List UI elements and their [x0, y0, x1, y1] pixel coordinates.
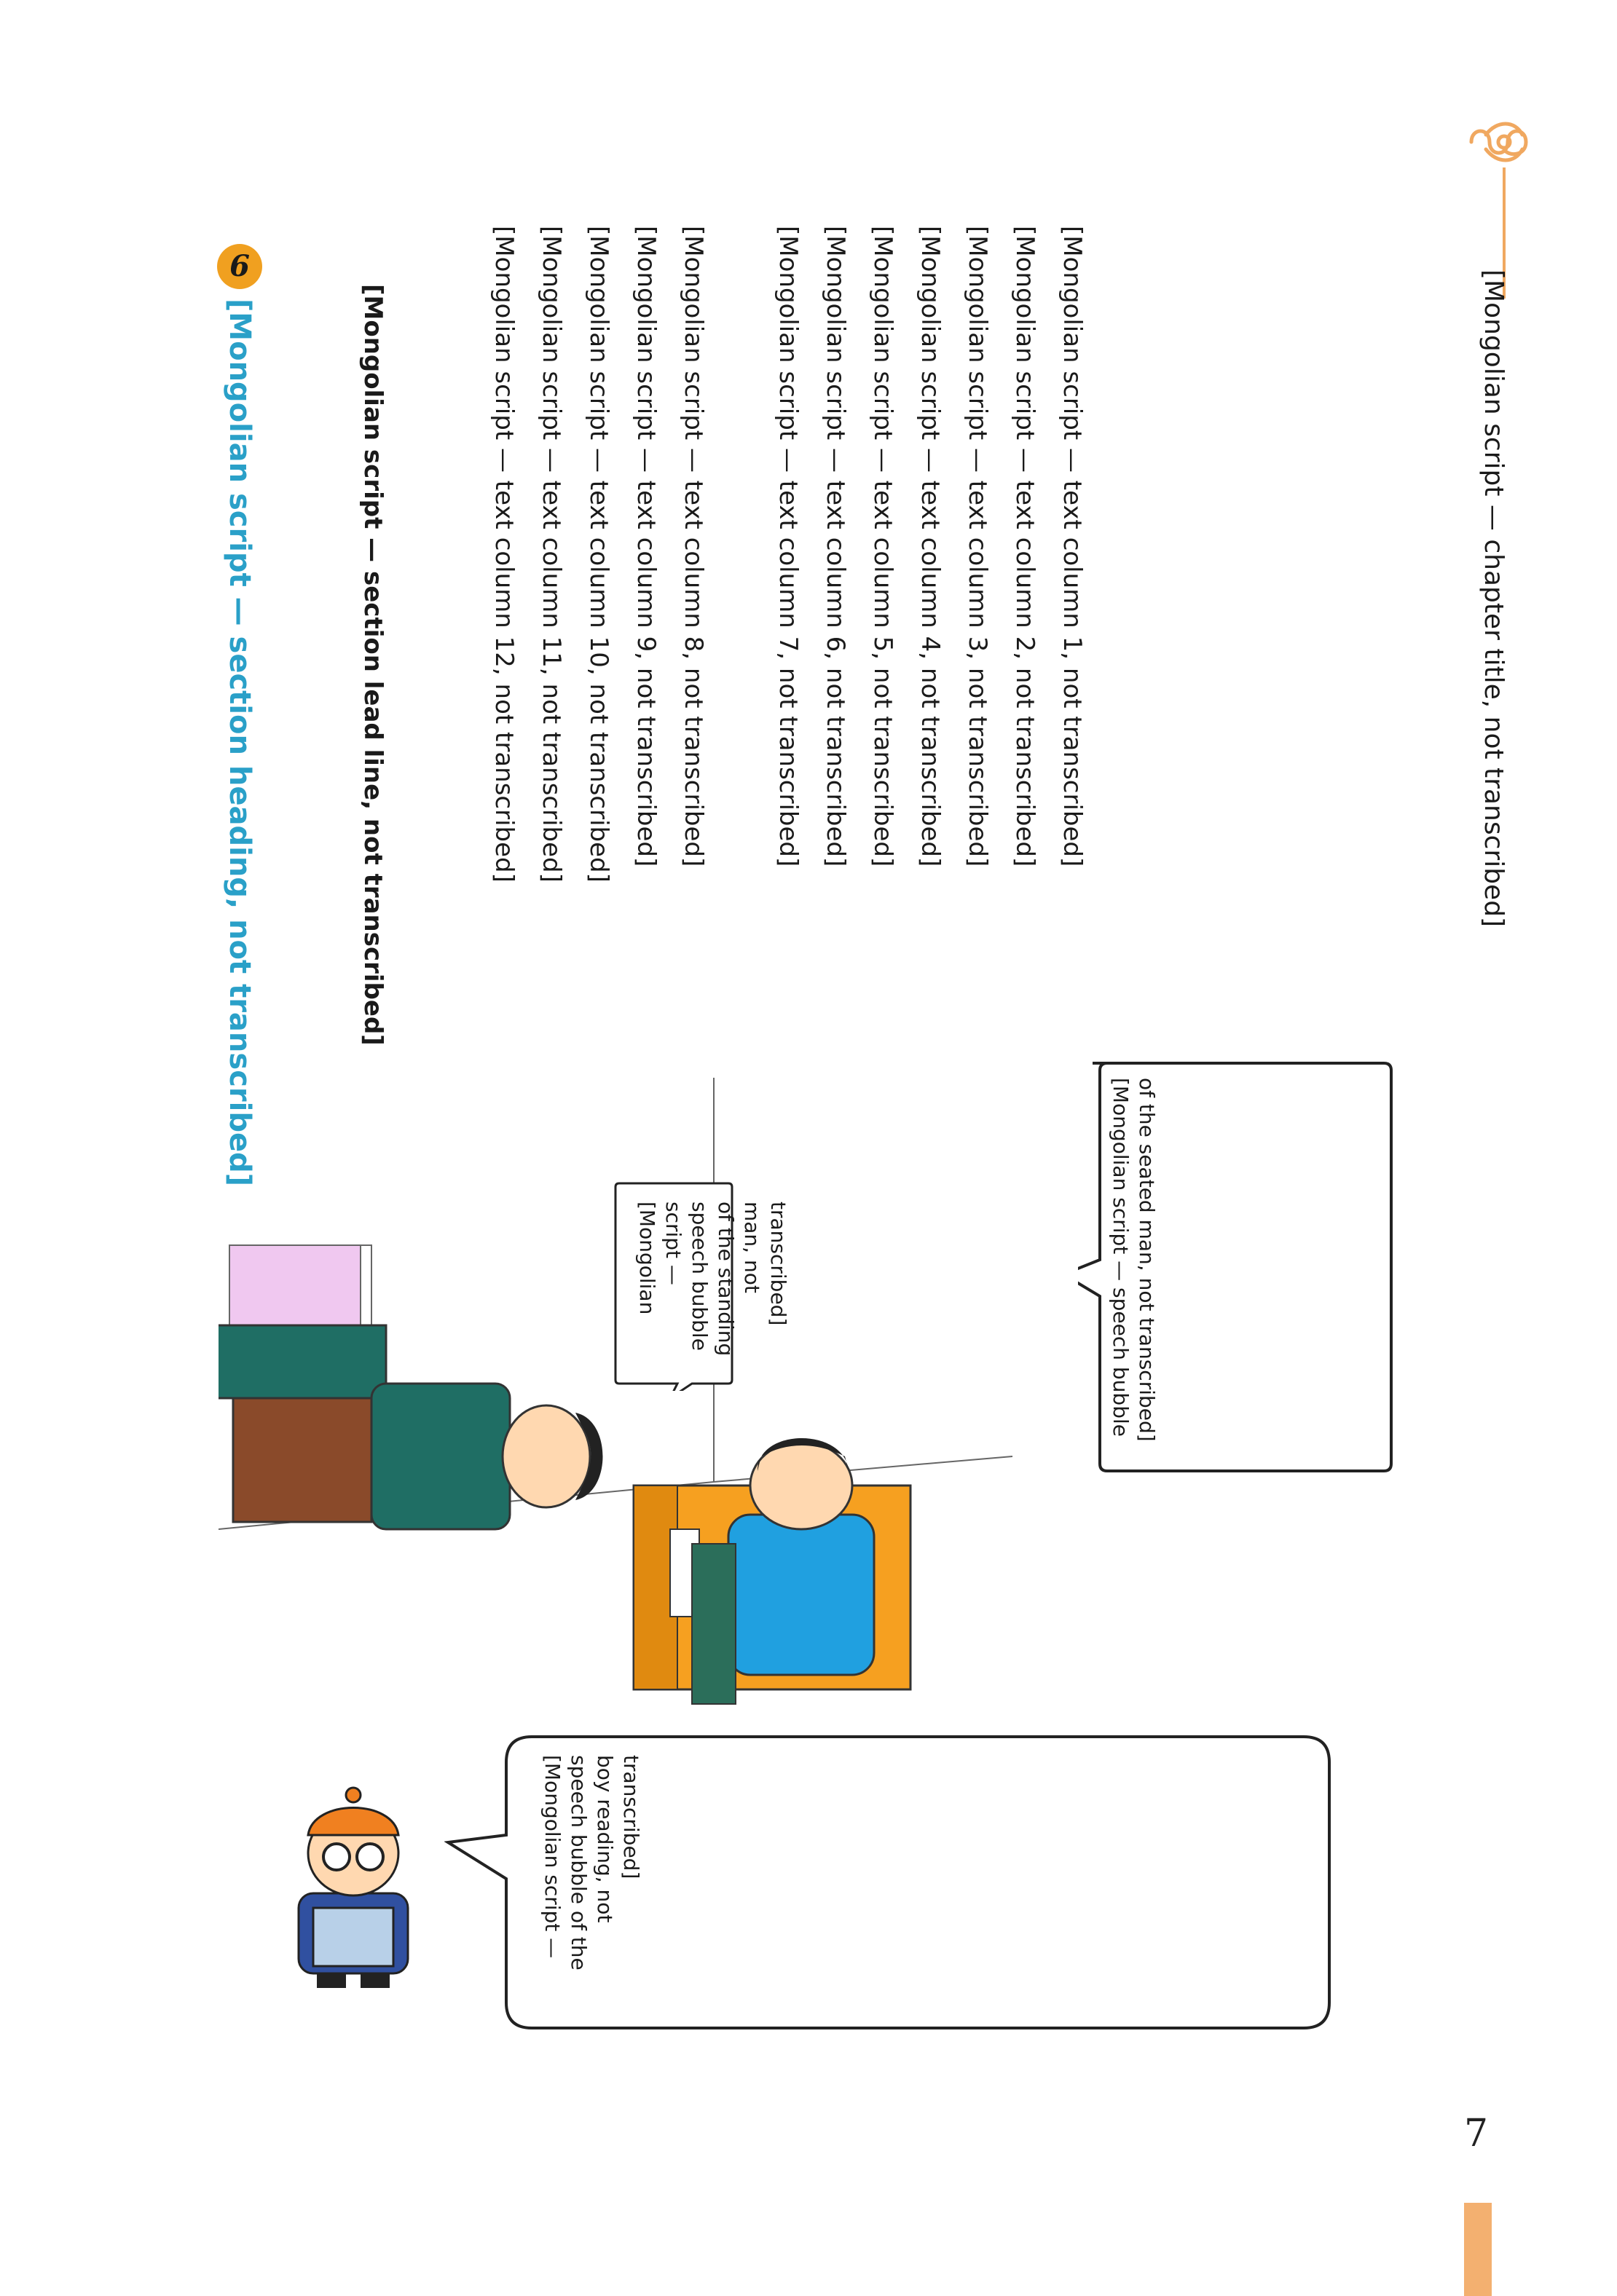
boy-reading-illustration [284, 1784, 422, 1988]
body-column-1: [Mongolian script — text column 1, not transcribed] [1058, 226, 1087, 867]
visitor-bubble-text: [Mongolian script — speech bubble of the standing man, not transcribed] [635, 1202, 790, 1357]
standing-man-coat [371, 1384, 510, 1529]
seated-man-head [750, 1442, 852, 1529]
body-column-2: [Mongolian script — text column 2, not transcribed] [1010, 226, 1039, 867]
seated-man-body [728, 1515, 874, 1675]
body-column-6: [Mongolian script — text column 6, not transcribed] [821, 226, 850, 867]
standing-man-head [503, 1405, 590, 1507]
body-column-9: [Mongolian script — text column 9, not transcribed] [632, 226, 661, 867]
chapter-title: [Mongolian script — chapter title, not transcribed] [1479, 269, 1508, 928]
body-column-11: [Mongolian script — text column 11, not transcribed] [537, 226, 566, 883]
body-column-3: [Mongolian script — text column 3, not transcribed] [963, 226, 992, 867]
body-column-10: [Mongolian script — text column 10, not transcribed] [584, 226, 613, 883]
body-column-4: [Mongolian script — text column 4, not transcribed] [916, 226, 945, 867]
page-tab-marker [1464, 2203, 1492, 2296]
boss-bubble-text: [Mongolian script — speech bubble of the seated man, not transcribed] [1109, 1078, 1159, 1442]
body-column-12: [Mongolian script — text column 12, not transcribed] [489, 226, 519, 883]
standing-man-trousers [233, 1398, 371, 1522]
section-number-badge: 6 [217, 244, 262, 289]
section-lead: [Mongolian script — section lead line, not transcribed] [358, 284, 387, 1046]
body-column-5: [Mongolian script — text column 5, not transcribed] [868, 226, 897, 867]
section-title: [Mongolian script — section heading, not transcribed] [223, 299, 256, 1187]
page-number: 7 [1464, 2112, 1489, 2155]
narrator-bubble-text: [Mongolian script — speech bubble of the boy reading, not transcribed] [540, 1755, 643, 1970]
office-chair [692, 1544, 736, 1704]
body-column-8: [Mongolian script — text column 8, not transcribed] [679, 226, 708, 867]
ornament-knot-icon [1464, 117, 1544, 167]
body-column-7: [Mongolian script — text column 7, not transcribed] [774, 226, 803, 867]
standing-man-jacket [219, 1325, 386, 1398]
